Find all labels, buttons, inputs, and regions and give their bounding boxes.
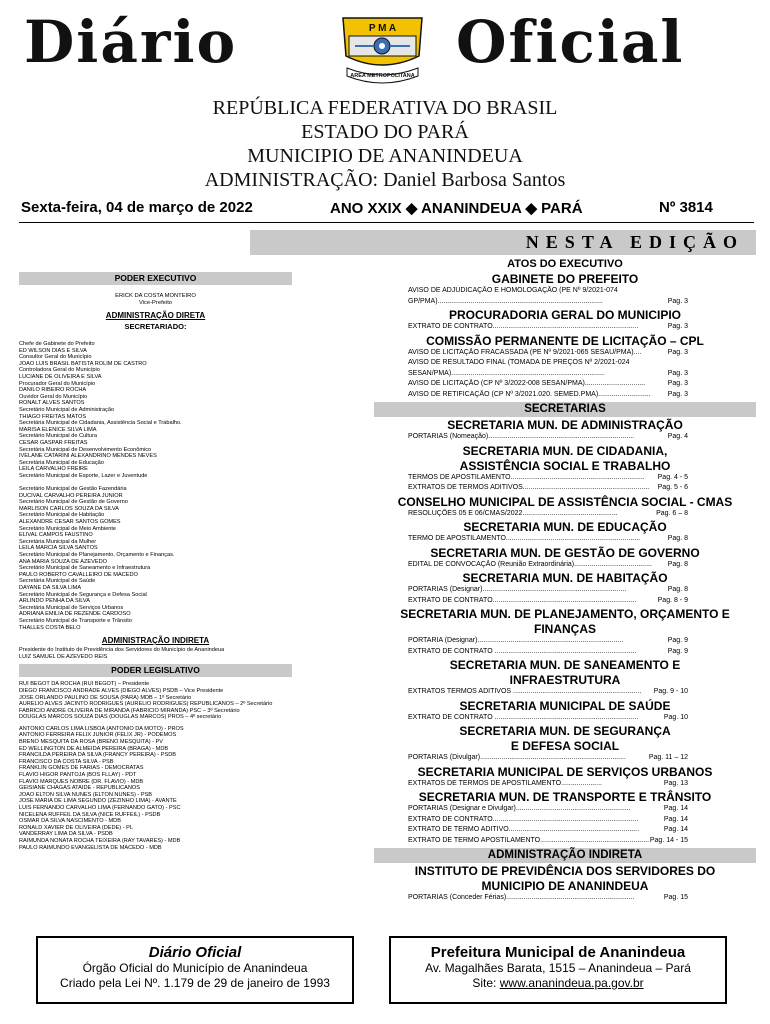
footer-diario-line1: Órgão Oficial do Município de Ananindeua — [82, 961, 308, 975]
index-entry-title: EXTRATOS DE TERMOS DE APOSTILAMENTO..................... — [408, 779, 602, 787]
index-entry — [374, 322, 756, 333]
index-entry-page: Pag. 3 — [667, 348, 688, 356]
index-entry-page: Pag. 14 — [663, 815, 688, 823]
secretariado-line: Secretário Municipal de Saneamento e Infraestrutura — [19, 565, 151, 572]
index-entry — [374, 687, 756, 698]
vereador-line: JOSÉ MARIA DE LIMA SEGUNDO (ZEZINHO LIMA) - AVANTE — [19, 798, 177, 805]
secretariado-line: ED WILSON DIAS E SILVA — [19, 347, 87, 354]
secretariado-line: ARLINDO PENHA DA SILVA — [19, 598, 90, 605]
index-entry-page: Pag. 14 — [663, 805, 688, 812]
index-entry-title: AVISO DE RESULTADO FINAL (TOMADA DE PREÇOS Nº 2/2021-024 — [408, 359, 630, 366]
index-entry-page: Pag. 6 – 8 — [656, 509, 688, 517]
index-section-heading: SECRETARIA MUN. DE SANEAMENTO E — [449, 658, 681, 672]
gov-line-administracao: ADMINISTRAÇÃO: Daniel Barbosa Santos — [204, 169, 566, 191]
index-entry-title: TERMO DE APOSTILAMENTO..................................................................... — [408, 535, 641, 542]
secretariado-line: LEILA CARVALHO FREIRE — [19, 466, 88, 473]
index-entry — [374, 560, 756, 571]
secretariado-line: Secretário Municipal de Cultura — [19, 433, 98, 440]
municipal-seal-icon — [335, 12, 430, 88]
secretariado-line: DAYANE DA SILVA LIMA — [19, 584, 82, 591]
footer-prefeitura-address: Av. Magalhães Barata, 1515 – Ananindeua – Pará — [425, 961, 691, 975]
indireta-list — [19, 647, 292, 660]
secretariado-line: Secretária Municipal de Saúde — [19, 578, 96, 585]
site-label: Site: — [472, 976, 500, 990]
index-entry-page: Pag. 3 — [667, 380, 688, 387]
secretariado-line: LUCIANE DE OLIVEIRA E SILVA — [19, 373, 102, 380]
index-entry — [374, 836, 756, 847]
secretariado-line: JOÃO LUIS BRASIL BATISTA ROLIM DE CASTRO — [19, 360, 147, 367]
index-entry — [374, 483, 756, 494]
index-entry — [374, 369, 756, 380]
vereador-line: PAULO RAIMUNDO EVANGELISTA DE MACEDO - MDB — [19, 844, 162, 851]
index-section-heading: SECRETARIA MUN. DE TRANSPORTE E TRÂNSITO — [418, 790, 712, 804]
secretariado-line: IVELANE CATARINI ALEXANDRINO MENDES NEVES — [19, 453, 157, 460]
index-entry-title: EXTRATOS DE TERMOS ADITIVOS................................................................. — [408, 484, 650, 491]
secretariado-line: MARISA ELENICE SILVA LIMA — [19, 426, 97, 433]
index-section-heading: INFRAESTRUTURA — [509, 673, 621, 687]
issue-date: Sexta-feira, 04 de março de 2022 — [21, 199, 253, 216]
index-entry-page: Pag. 8 — [667, 535, 688, 542]
secretariado-line: Ouvidor Geral do Município — [19, 393, 88, 400]
index-section-heading: E DEFESA SOCIAL — [510, 739, 620, 753]
index-section-heading: SECRETARIA MUN. DE GESTÃO DE GOVERNO — [430, 545, 700, 560]
secretariado-line: Procurador Geral do Município — [19, 380, 96, 387]
secretariado-line: DUCIVAL CARVALHO PEREIRA JÚNIOR — [19, 492, 123, 499]
index-entry — [374, 534, 756, 545]
index-entry-title: EDITAL DE CONVOCAÇÃO (Reunião Extraordinária)........................................ — [408, 560, 652, 568]
index-entry — [374, 753, 756, 764]
index-entry-title: PORTARIAS (Designar).......................................................................... — [408, 586, 627, 593]
index-entry-title: RESOLUÇÕES 05 E 06/CMAS/2022................................................. — [408, 509, 618, 517]
vereador-line: RONALD XAVIER DE OLIVEIRA (DEDÉ) - PL — [19, 824, 133, 831]
index-entry-title: EXTRATO DE CONTRATO........................................................................... — [408, 815, 639, 823]
indireta-line: LUIZ SAMUEL DE AZEVEDO REIS — [19, 653, 108, 660]
vereador-line: OSMAR DA SILVA NASCIMENTO - MDB — [19, 818, 121, 825]
secretariado-line: ADRIANA EMILIA DE REZENDE CARDOSO — [19, 611, 131, 618]
gov-line-municipio: MUNICIPIO DE ANANINDEUA — [247, 145, 523, 167]
vereador-line: ED WELLINGTON DE ALMEIDA PEREIRA (BRAGA) - MDB — [19, 745, 169, 752]
index-entry-page: Pag. 15 — [663, 894, 688, 901]
vereador-line: BRENO MESQUITA DA ROSA (BRENO MESQUITA) - PV — [19, 739, 164, 746]
mesa-line: DIEGO FRANCISCO ANDRADE ALVES (DIEGO ALVES) PSDB – Vice Presidente — [19, 687, 224, 694]
index-entry-title: PORTARIAS (Conceder Férias).................................................................. — [408, 894, 635, 901]
index-entry-page: Pag. 3 — [667, 369, 688, 377]
index-entry-page: Pag. 4 — [667, 433, 688, 440]
index-entry-page: Pag. 3 — [667, 323, 688, 330]
index-entry-title: AVISO DE RETIFICAÇÃO (CP Nº 3/2021.020. SEMED.PMA)........................... — [408, 390, 651, 398]
secretariado-line: Secretário Municipal de Meio Ambiente — [19, 525, 117, 532]
vereador-line: FLAVIO MARQUES NOBRE (DR. FLAVIO) - MDB — [19, 778, 144, 785]
index-entry-title: EXTRATO DE TERMO APOSTILAMENTO........................................................ — [408, 836, 650, 844]
secretariado-line: Secretário Municipal de Gestão Fazendária — [19, 486, 127, 493]
index-entry — [374, 297, 756, 308]
atos-executivo-header: ATOS DO EXECUTIVO — [507, 258, 623, 270]
vereador-line: FLAVIO HIGOR PANTOJA (BOS FLLAY) - PDT — [19, 772, 137, 779]
secretariado-line: THALLES COSTA BELO — [19, 624, 81, 631]
issue-edition: ANO XXIX ◆ ANANINDEUA ◆ PARÁ — [330, 200, 583, 217]
left-column-directory — [19, 272, 292, 851]
footer-box-diario — [36, 936, 354, 1004]
index-entry — [374, 348, 756, 359]
index-entry-page: Pag. 5 - 6 — [657, 484, 688, 491]
footer-diario-title: Diário Oficial — [148, 944, 242, 961]
secretariado-line: Secretária Municipal de Serviços Urbanos — [19, 604, 124, 611]
secretariado-line: ELIVAL CAMPOS FAUSTINO — [19, 532, 93, 539]
vereador-line: ANTÔNIO CARLOS LIMA LISBOA (ANTÔNIO DA MOTO) - PROS — [19, 725, 184, 732]
gov-line-republica: REPÚBLICA FEDERATIVA DO BRASIL — [212, 97, 558, 119]
mesa-line: RUI BEGOT DA ROCHA (RUI BEGOT) – Presidente — [19, 681, 150, 688]
vice-prefeito-name: ERICK DA COSTA MONTEIRO — [115, 293, 196, 299]
index-entry-title: AVISO DE LICITAÇÃO (CP Nº 3/2022-008 SESAN/PMA)............................... — [408, 380, 646, 387]
index-entry-page: Pag. 9 — [667, 637, 688, 644]
vereador-line: FRANCILDA PEREIRA DA SILVA (FRANCY PEREIRA) - PSDB — [19, 752, 176, 759]
footer-prefeitura-site — [391, 976, 725, 991]
index-entry — [374, 379, 756, 390]
index-section-heading: SECRETARIA MUN. DE ADMINISTRAÇÃO — [447, 418, 683, 432]
index-entry-title: AVISO DE ADJUDICAÇÃO E HOMOLOGAÇÃO (PE Nº 9/2021-074 — [408, 287, 618, 294]
adm-direta-header: ADMINISTRAÇÃO DIRETA — [105, 311, 206, 320]
index-section-heading: MUNICIPIO DE ANANINDEUA — [481, 879, 649, 893]
secretariado-line: Secretária Municipal de Desenvolvimento Econômico — [19, 446, 152, 453]
secretariado-line: CESAR GASPAR FREITAS — [19, 439, 88, 446]
secretariado-line: Controladora Geral do Município — [19, 367, 100, 374]
index-group-bar: SECRETARIAS — [374, 402, 756, 417]
mesa-diretora-list — [19, 681, 292, 721]
index-entry-page: Pag. 8 — [667, 586, 688, 593]
secretariado-header: SECRETARIADO: — [124, 322, 187, 331]
index-entry-title: TERMOS DE APOSTILAMENTO..................................................................... — [408, 473, 645, 481]
gov-line-estado: ESTADO DO PARÁ — [301, 121, 469, 143]
index-entry — [374, 713, 756, 724]
index-entry — [374, 779, 756, 790]
index-section-heading: INSTITUTO DE PREVIDÊNCIA DOS SERVIDORES DO — [414, 864, 716, 878]
index-section-heading: SECRETARIA MUN. DE PLANEJAMENTO, ORÇAMENTO E — [400, 607, 730, 621]
index-entry-page: Pag. 3 — [667, 390, 688, 398]
index-entry-title: AVISO DE LICITAÇÃO FRACASSADA (PE Nº 9/2021-065 SESAU/PMA).... — [408, 348, 642, 356]
index-entry — [374, 647, 756, 658]
mesa-line: AURÉLIO ALVES JACINTO RODRIGUES (AURÉLIO RODRIGUES) REPUBLICANOS – 2º Secretário — [19, 701, 273, 708]
secretariado-line: Secretário Municipal de Habitação — [19, 512, 105, 519]
footer-box-prefeitura — [389, 936, 727, 1004]
index-entry-page: Pag. 9 — [667, 647, 688, 655]
secretariado-line: PAULO ROBERTO CAVALLEIRO DE MACEDO — [19, 571, 138, 578]
secretariado-line: THIAGO FREITAS MATOS — [19, 413, 87, 420]
index-entry-page: Pag. 14 - 15 — [649, 836, 688, 844]
index-section-heading: FINANÇAS — [534, 622, 596, 636]
index-entry-page: Pag. 13 — [663, 779, 688, 787]
poder-executivo-header: PODER EXECUTIVO — [19, 272, 292, 285]
secretariado-line: Secretário Municipal de Planejamento, Orçamento e Finanças. — [19, 552, 175, 558]
index-entry-title: EXTRATO DE TERMO ADITIVO................................................................... — [408, 826, 640, 833]
index-entry-title: EXTRATO DE CONTRATO .......................................................................... — [408, 713, 639, 721]
index-section-heading: CONSELHO MUNICIPAL DE ASSISTÊNCIA SOCIAL - CMAS — [397, 494, 733, 509]
index-entry-title: EXTRATO DE CONTRATO.......................................................................... — [408, 596, 637, 604]
secretariado-line: Chefe de Gabinete do Prefeito — [19, 341, 95, 347]
mesa-line: FABRICIO ANDRE OLIVEIRA DE MIRANDA (FABRICIO MIRANDA) PSC – 3º Secretário — [19, 707, 240, 714]
vereador-line: FRANCISCO DA COSTA SILVA - PSB — [19, 758, 114, 765]
secretariado-line: ANA MARIA SOUZA DE AZEVEDO — [19, 558, 107, 565]
nesta-edicao-banner: NESTA EDIÇÃO — [250, 230, 756, 255]
index-entry — [374, 804, 756, 815]
index-group-bar: ADMINISTRAÇÃO INDIRETA — [374, 848, 756, 863]
index-entry — [374, 358, 756, 369]
index-section-heading: ASSISTÊNCIA SOCIAL E TRABALHO — [459, 458, 671, 473]
index-entry — [374, 286, 756, 297]
masthead-title-right: Oficial — [456, 8, 685, 76]
mesa-line: DOUGLAS MARCOS SOUZA DIAS (DOUGLAS MARCOS) PROS – 4º secretário — [19, 714, 222, 721]
indireta-line: Presidente do Instituto de Previdência dos Servidores do Município de Ananindeua — [19, 647, 225, 654]
secretariado-line: RONALT ALVES SANTOS — [19, 400, 85, 407]
vereador-line: RAIMUNDA NONATA ROCHA TEIXEIRA (RAY TAVARES) - MDB — [19, 837, 181, 844]
secretariado-line: LEILA MÁRCIA SILVA SANTOS — [19, 545, 98, 552]
index-entry-page: Pag. 3 — [667, 297, 688, 305]
index-section-heading: SECRETARIA MUN. DE EDUCAÇÃO — [463, 520, 667, 534]
right-column-index — [374, 258, 756, 904]
index-section-heading: SECRETARIA MUN. DE HABITAÇÃO — [462, 571, 668, 585]
footer-diario-line2: Criado pela Lei Nº. 1.179 de 29 de janeiro de 1993 — [60, 976, 330, 990]
index-entry-title: PORTARIA (Designar)........................................................................... — [408, 637, 624, 644]
index-list — [374, 273, 756, 904]
secretariado-line: Secretário Municipal de Administração — [19, 406, 115, 413]
index-entry-title: EXTRATO DE CONTRATO ......................................................................... — [408, 647, 637, 655]
vereador-line: LUIS FERNANDO CARVALHO LIMA (FERNANDO GATO) - PSC — [19, 805, 181, 811]
index-entry-title: GP/PMA)..................................................................................... — [408, 297, 603, 305]
index-section-heading: SECRETARIA MUN. DE CIDADANIA, — [462, 443, 668, 458]
issue-number: Nº 3814 — [659, 199, 713, 216]
index-section-heading: SECRETARIA MUNICIPAL DE SAÚDE — [459, 698, 671, 713]
index-entry-title: PORTARIAS (Nomeação)........................................................................... — [408, 433, 635, 440]
index-entry — [374, 825, 756, 836]
index-entry-page: Pag. 10 — [663, 713, 688, 721]
secretariado-line: Secretária Municipal de Cidadania, Assistência Social e Trabalho. — [19, 420, 182, 427]
vereador-line: GEISIANE CHAGAS ATAIDE - REPUBLICANOS — [19, 785, 141, 792]
site-link[interactable]: www.ananindeua.pa.gov.br — [499, 976, 644, 990]
secretariado-line: Secretária Municipal da Mulher — [19, 538, 97, 545]
index-entry-page: Pag. 4 - 5 — [657, 473, 688, 481]
vereador-line: NICELENA RUFFEIL DA SILVA (NICE RUFFEIL) - PSDB — [19, 811, 161, 818]
poder-legislativo-header: PODER LEGISLATIVO — [19, 664, 292, 677]
date-bar — [19, 195, 754, 223]
index-entry-page: Pag. 8 - 9 — [657, 596, 688, 604]
index-entry-page: Pag. 11 – 12 — [648, 754, 688, 761]
footer-prefeitura-title: Prefeitura Municipal de Ananindeua — [430, 944, 686, 961]
index-section-heading: COMISSÃO PERMANENTE DE LICITAÇÃO – CPL — [426, 333, 704, 348]
vereadores-list — [19, 726, 292, 851]
seal-top-text: P M A — [368, 23, 397, 34]
index-section-heading: PROCURADORIA GERAL DO MUNICIPIO — [448, 308, 681, 322]
index-entry — [374, 893, 756, 904]
secretariado-line: DANILO RIBEIRO ROCHA — [19, 387, 87, 394]
vereador-line: VANDERRAY LIMA DA SILVA - PSDB — [19, 831, 113, 838]
index-entry — [374, 390, 756, 401]
index-entry-title: SESAN/PMA)............................................................................... — [408, 369, 605, 377]
index-entry-title: PORTARIAS (Designar e Divulgar)........................................................... — [408, 805, 631, 812]
adm-indireta-header: ADMINISTRAÇÃO INDIRETA — [101, 636, 210, 646]
mesa-line: JOSÉ ORLANDO PAULINO DE SOUSA (PARÁ) MDB – 1º Secretário — [19, 694, 192, 701]
secretariado-line: ALEXANDRE CESAR SANTOS GOMES — [19, 519, 121, 526]
secretariado-line: Secretário Municipal de Segurança e Defesa Social — [19, 591, 147, 598]
index-entry-title: EXTRATO DE CONTRATO........................................................................... — [408, 323, 639, 330]
secretariado-line: Secretária Municipal de Educação — [19, 459, 104, 466]
secretariado-line: MARLISON CARLOS SOUZA DA SILVA — [19, 505, 119, 512]
index-entry — [374, 815, 756, 826]
secretariado-line: Secretário Municipal de Gestão de Governo — [19, 499, 128, 506]
secretariado-line: Secretário Municipal de Esporte, Lazer e Juventude — [19, 472, 148, 479]
index-entry-page: Pag. 8 — [667, 560, 688, 568]
index-entry-page: Pag. 9 - 10 — [653, 688, 688, 695]
secretariado-list — [19, 341, 292, 631]
index-entry — [374, 432, 756, 443]
index-entry — [374, 596, 756, 607]
index-entry — [374, 636, 756, 647]
vereador-line: ANTÔNIO FERREIRA FELIX JÚNIOR (FELIX JR) - PODEMOS — [19, 732, 177, 739]
masthead-title-left: Diário — [24, 8, 238, 76]
secretariado-line: Consultor Geral do Município — [19, 354, 92, 361]
index-entry-title: EXTRATOS TERMOS ADITIVOS .................................................................. — [408, 688, 642, 695]
seal-ribbon-text: AREA METROPOLITANA — [350, 73, 415, 79]
index-entry-page: Pag. 14 — [663, 826, 688, 833]
secretariado-line — [19, 479, 292, 486]
vice-prefeito-role: Vice-Prefeito — [138, 300, 173, 306]
index-entry-title: PORTARIAS (Divulgar)........................................................................... — [408, 754, 626, 761]
index-section-heading: GABINETE DO PREFEITO — [491, 272, 639, 286]
index-entry — [374, 509, 756, 520]
secretariado-line: Secretário Municipal de Transporte e Trânsito — [19, 617, 132, 624]
vereador-line: FRANKLIN GOMES DE FARIAS - DEMOCRATAS — [19, 765, 144, 772]
index-entry — [374, 585, 756, 596]
index-section-heading: SECRETARIA MUNICIPAL DE SERVIÇOS URBANOS — [417, 764, 713, 779]
index-entry — [374, 473, 756, 484]
vereador-line: JOÃO ELTON SILVA NUNES (ELTON NUNES) - PSB — [19, 791, 153, 798]
index-section-heading: SECRETARIA MUN. DE SEGURANÇA — [459, 724, 671, 738]
